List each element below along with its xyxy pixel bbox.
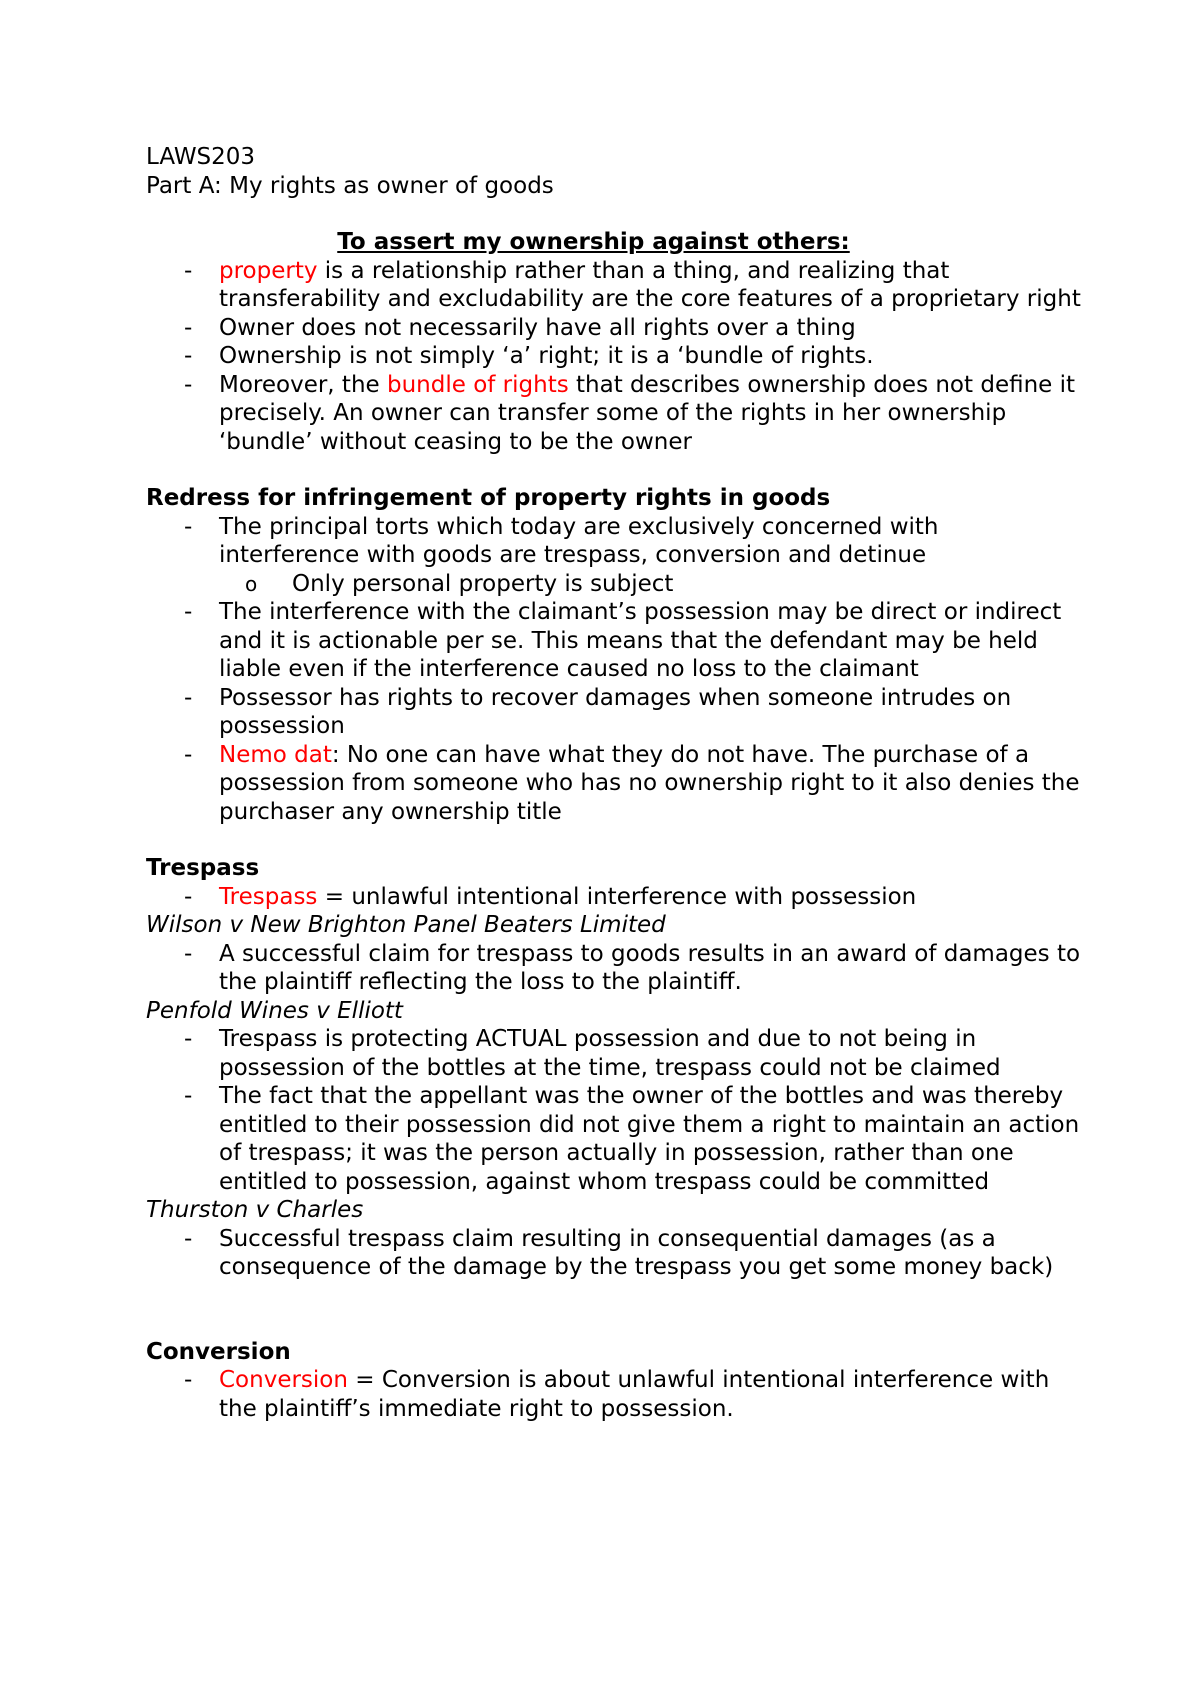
list-item-text: Trespass is protecting ACTUAL possession and due to not being in possession of the bottles at the time, trespass could not be claimed	[219, 1026, 1001, 1081]
trespass-definition-list	[146, 883, 1081, 912]
section-heading-conversion: Conversion	[146, 1338, 291, 1365]
ownership-list	[146, 257, 1081, 457]
dash-bullet: -	[184, 599, 193, 625]
list-item-text: Moreover, the	[219, 371, 387, 398]
list-item-text: : No one can have what they do not have. The purchase of a possession from someone who has no ownership right to it also denies the purchaser any ownership title	[219, 741, 1080, 825]
list-item-text: The interference with the claimant’s possession may be direct or indirect and it is actionable per se. This means that the defendant may be held liable even if the interference caused no loss to the claimant	[219, 599, 1062, 682]
list-item-text: Successful trespass claim resulting in consequential damages (as a consequence of the damage by the trespass you get some money back)	[219, 1225, 1054, 1280]
case-name: Thurston v Charles	[146, 1197, 364, 1223]
redress-list-continued	[146, 598, 1081, 826]
list-item-text: The principal torts which today are exclusively concerned with interference with goods are trespass, conversion and detinue	[219, 513, 939, 568]
list-item-text: Possessor has rights to recover damages when someone intrudes on possession	[219, 684, 1012, 739]
redress-sublist	[146, 570, 1081, 599]
list-item-text: A successful claim for trespass to goods results in an award of damages to the plaintiff reflecting the loss to the plaintiff.	[219, 940, 1081, 995]
list-item	[146, 513, 1081, 570]
conversion-definition-list	[146, 1366, 1081, 1423]
dash-bullet: -	[184, 940, 193, 967]
sub-list-item	[146, 570, 1081, 599]
list-item-text: Ownership is not simply ‘a’ right; it is a ‘bundle of rights.	[219, 343, 874, 369]
highlight-term: Trespass	[219, 883, 318, 910]
list-item-text: = Conversion is about unlawful intentional interference with the plaintiff’s immediate right to possession.	[219, 1367, 1050, 1422]
case-points-list	[146, 1225, 1081, 1282]
dash-bullet: -	[184, 1026, 193, 1052]
dash-bullet: -	[184, 1367, 193, 1393]
dash-bullet: -	[184, 883, 193, 910]
list-item	[146, 371, 1081, 457]
list-item	[146, 598, 1081, 684]
section-heading-trespass: Trespass	[146, 855, 260, 881]
highlight-term: Conversion	[219, 1367, 348, 1393]
dash-bullet: -	[184, 1225, 193, 1252]
list-item-text: is a relationship rather than a thing, and realizing that transferability and excludability are the core features of a proprietary right	[219, 257, 1081, 312]
case-name: Penfold Wines v Elliott	[146, 997, 403, 1024]
list-item	[146, 342, 1081, 371]
list-item	[146, 1225, 1081, 1282]
case-name: Wilson v New Brighton Panel Beaters Limited	[146, 912, 666, 938]
list-item-text: that describes ownership does not define it precisely. An owner can transfer some of the rights in her ownership ‘bundle’ without ceasing to be the owner	[219, 371, 1076, 455]
list-item	[146, 1082, 1081, 1196]
case-points-list	[146, 1025, 1081, 1196]
list-item	[146, 684, 1081, 741]
list-item-text: Owner does not necessarily have all rights over a thing	[219, 314, 856, 341]
case-points-list	[146, 940, 1081, 997]
list-item	[146, 1366, 1081, 1423]
part-title: Part A: My rights as owner of goods	[146, 172, 554, 199]
circle-bullet: o	[245, 571, 258, 596]
redress-list	[146, 513, 1081, 570]
list-item	[146, 883, 1081, 912]
highlight-term: Nemo dat	[219, 741, 332, 768]
highlight-term: property	[219, 257, 318, 284]
list-item-text: = unlawful intentional interference with possession	[317, 883, 917, 910]
sub-list-item-text: Only personal property is subject	[292, 570, 674, 597]
list-item-text: The fact that the appellant was the owner of the bottles and was thereby entitled to their possession did not give them a right to maintain an action of trespass; it was the person actually in possession, rather than one entitled to possession, against whom trespass could be committed	[219, 1083, 1080, 1195]
list-item	[146, 257, 1081, 314]
dash-bullet: -	[184, 741, 193, 768]
dash-bullet: -	[184, 1083, 193, 1109]
list-item	[146, 1025, 1081, 1082]
dash-bullet: -	[184, 257, 193, 284]
list-item	[146, 940, 1081, 997]
dash-bullet: -	[184, 684, 193, 711]
dash-bullet: -	[184, 371, 193, 398]
section-heading-redress: Redress for infringement of property rights in goods	[146, 485, 831, 511]
section-heading-ownership: To assert my ownership against others:	[337, 229, 850, 255]
dash-bullet: -	[184, 343, 193, 369]
dash-bullet: -	[184, 314, 193, 341]
list-item	[146, 314, 1081, 343]
list-item	[146, 741, 1081, 827]
dash-bullet: -	[184, 513, 193, 540]
highlight-term: bundle of rights	[387, 371, 569, 398]
course-code: LAWS203	[146, 144, 256, 170]
document-content	[146, 143, 1081, 1423]
